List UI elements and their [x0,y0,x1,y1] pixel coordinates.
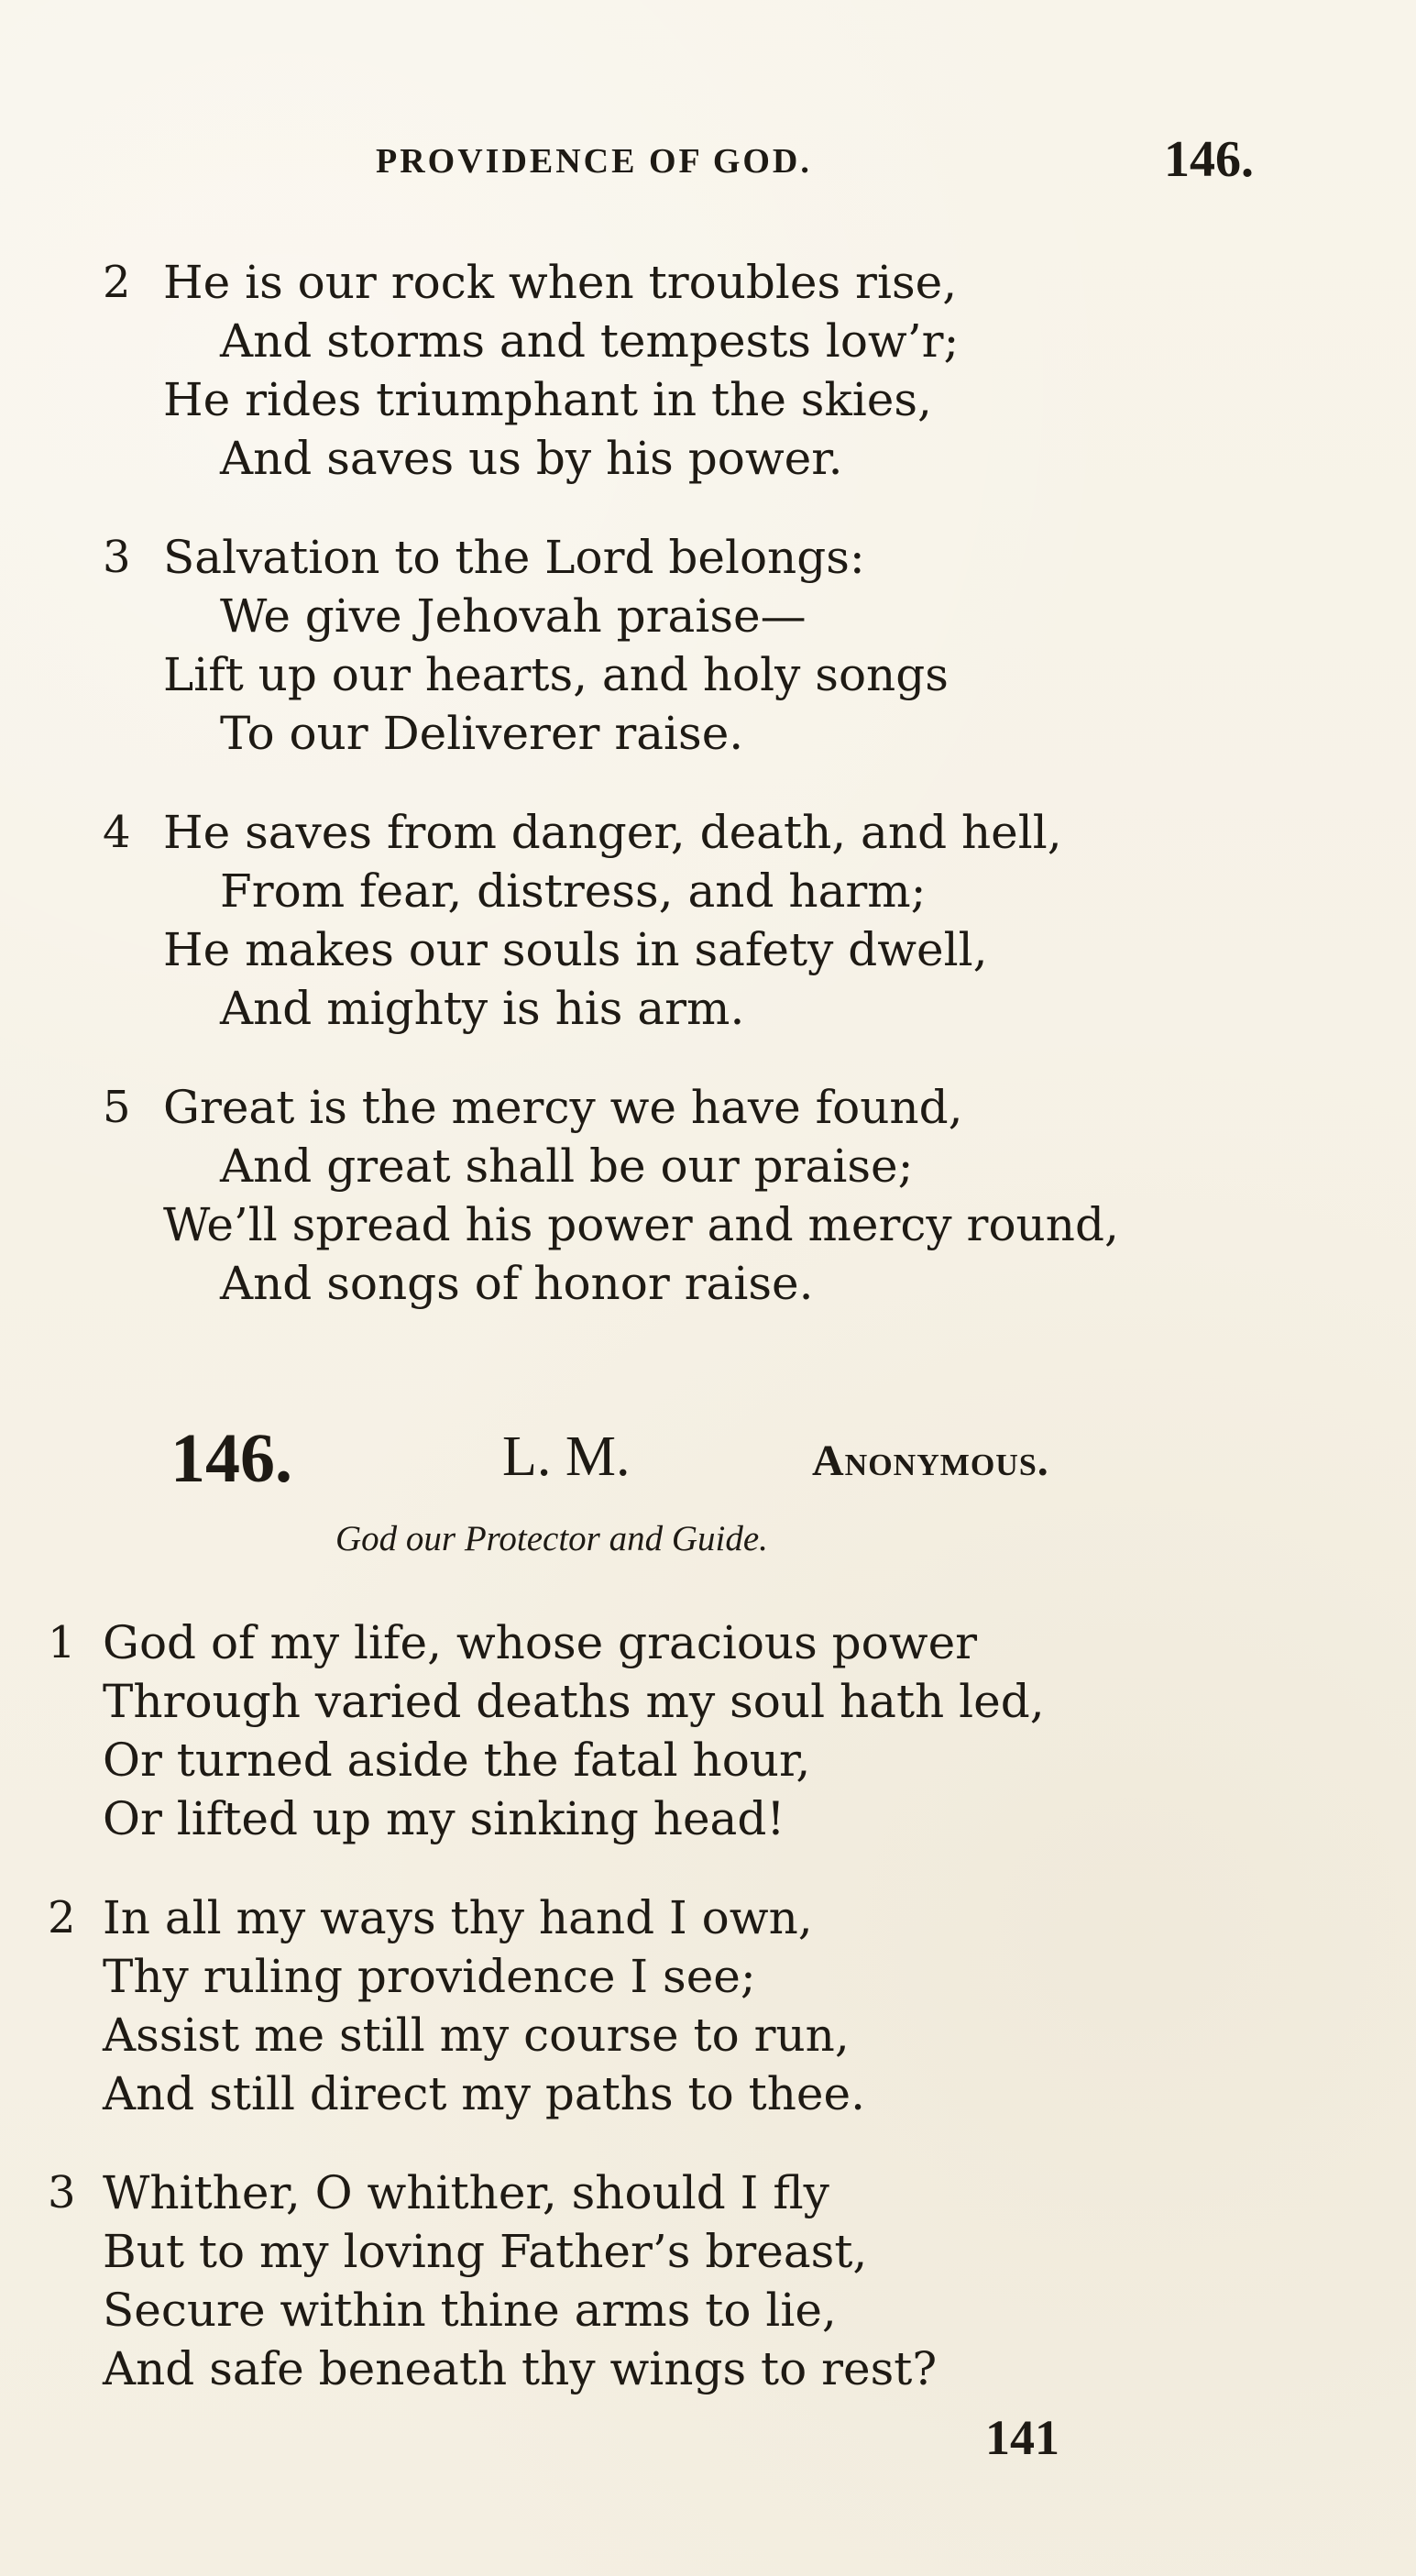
stanza-line: In all my ways thy hand I own, [103,1891,813,1944]
stanza-line: Thy ruling providence I see; [103,1950,756,2003]
stanza-line: And storms and tempests low’r; [220,314,960,368]
stanza-line: God of my life, whose gracious power [103,1616,978,1669]
page-header-title: PROVIDENCE OF GOD. [376,142,812,181]
stanza-line: Through varied deaths my soul hath led, [103,1675,1045,1728]
stanza-number: 5 [103,1082,131,1133]
stanza-line: To our Deliverer raise. [220,707,744,760]
stanza-line: And songs of honor raise. [220,1257,814,1310]
stanza-line: Lift up our hearts, and holy songs [163,648,949,701]
hymn-meter: L. M. [502,1426,631,1488]
stanza-line: We give Jehovah praise— [220,589,807,643]
stanza-line: He makes our souls in safety dwell, [163,923,988,976]
stanza-line: From fear, distress, and harm; [220,864,927,918]
stanza-number: 4 [103,807,131,858]
stanza-line: He saves from danger, death, and hell, [163,806,1062,859]
stanza-line: And saves us by his power. [220,432,843,485]
stanza-number: 1 [48,1617,76,1668]
stanza-line: Great is the mercy we have found, [163,1081,963,1134]
stanza-line: Assist me still my course to run, [103,2009,850,2062]
footer-page-number: 141 [985,2410,1059,2465]
stanza-line: And great shall be our praise; [220,1139,914,1193]
stanza-number: 3 [103,532,131,583]
page-header-number: 146. [1164,131,1254,188]
stanza-line: He is our rock when troubles rise, [163,256,958,309]
stanza-number: 3 [48,2167,76,2218]
stanza-line: Secure within thine arms to lie, [103,2284,837,2337]
stanza-line: We’ll spread his power and mercy round, [163,1198,1119,1251]
stanza-line: And safe beneath thy wings to rest? [103,2342,938,2395]
stanza-number: 2 [48,1892,76,1943]
stanza-line: And mighty is his arm. [220,982,745,1035]
hymn-number: 146. [170,1420,292,1497]
stanza-line: Or lifted up my sinking head! [103,1792,785,1845]
stanza-line: Whither, O whither, should I fly [103,2166,829,2219]
hymn-heading [170,1419,1179,1502]
stanza-line: But to my loving Father’s breast, [103,2225,868,2278]
stanza-line: Salvation to the Lord belongs: [163,531,865,584]
stanza-number: 2 [103,257,131,308]
stanza-line: He rides triumphant in the skies, [163,373,932,426]
hymn-subtitle: God our Protector and Guide. [335,1519,768,1558]
stanza-line: Or turned aside the fatal hour, [103,1734,811,1787]
stanza-line: And still direct my paths to thee. [103,2067,865,2120]
hymn-author: Anonymous. [812,1437,1049,1485]
